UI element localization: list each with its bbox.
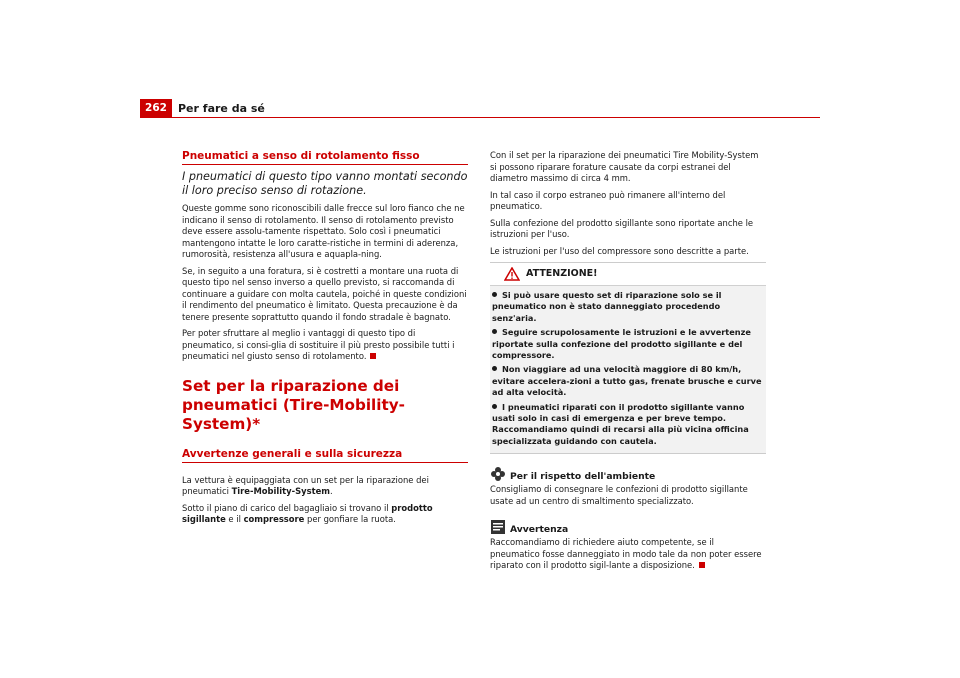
section-subtitle: I pneumatici di questo tipo vanno montati secondo il loro preciso senso di rotazione.: [182, 170, 468, 197]
text: .: [329, 486, 333, 496]
running-header-title: Per fare da sé: [178, 102, 265, 115]
warning-header: [490, 263, 766, 286]
paragraph: Queste gomme sono riconoscibili dalle frecce sul loro fianco che ne indicano il senso di rotolamento. Il senso di rotolamento previsto deve essere assolu-tamente rispettato. Solo così i pneumatici mantengono intatte le loro caratte-ristiche in termini di aderenza, rumorosità, resistenza all'usura e aquapla-ning.: [182, 203, 465, 259]
environment-title: Per il rispetto dell'ambiente: [510, 471, 656, 483]
warning-item-text: Seguire scrupolosamente le istruzioni e le avvertenze riportate sulla confezione del prodotto sigillante e del compressore.: [492, 327, 751, 361]
warning-item-text: I pneumatici riparati con il prodotto sigillante vanno usati solo in casi di emergenza e per breve tempo. Raccomandiamo quindi di recarsi alla più vicina officina specializzata guidando con cautela.: [492, 401, 749, 446]
section-heading-directional-tyres: Pneumatici a senso di rotolamento fisso: [182, 150, 468, 165]
paragraph: [182, 475, 468, 498]
warning-body: [490, 286, 766, 453]
paragraph: In tal caso il corpo estraneo può rimanere all'interno del pneumatico.: [490, 189, 726, 211]
header-divider: [140, 117, 820, 118]
text: e il: [225, 514, 244, 524]
bullet-icon: [492, 366, 497, 371]
keyword: Tire-Mobility-System: [231, 486, 330, 496]
note-title: Avvertenza: [510, 524, 569, 536]
paragraph: Le istruzioni per l'uso del compressore sono descritte a parte.: [490, 245, 749, 256]
paragraph: Se, in seguito a una foratura, si è costretti a montare una ruota di questo tipo nel senso inverso a quello previsto, si raccomanda di continuare a guidare con molta cautela, poiché in queste condizioni il rendimento del pneumatico è limitato. Questa precauzione è da tenere presente soprattutto quando il fondo stradale è bagnato.: [182, 265, 467, 322]
warning-box: [490, 262, 766, 454]
warning-triangle-icon: [504, 267, 520, 281]
warning-item-text: Si può usare questo set di riparazione solo se il pneumatico non è stato danneggiato procedendo senz'aria.: [492, 290, 722, 323]
environment-header: [490, 466, 766, 482]
paragraph: Sulla confezione del prodotto sigillante sono riportate anche le istruzioni per l'uso.: [490, 217, 754, 239]
bullet-icon: [492, 404, 497, 409]
text: per gonfiare la ruota.: [304, 514, 396, 524]
section-heading-safety: Avvertenze generali e sulla sicurezza: [182, 448, 468, 463]
warning-item: [492, 290, 764, 324]
keyword: compressore: [243, 514, 305, 524]
warning-item: [492, 327, 764, 361]
right-column: [490, 150, 766, 572]
left-column: [182, 150, 468, 531]
warning-title: ATTENZIONE!: [526, 268, 598, 279]
text: Sotto il piano di carico del bagagliaio si trovano il: [182, 502, 392, 513]
section-end-marker: [370, 353, 376, 359]
warning-item-text: Non viaggiare ad una velocità maggiore di 80 km/h, evitare accelera-zioni a tutto gas, frenate brusche e curve ad alta velocità.: [492, 364, 762, 398]
note-text: Raccomandiamo di richiedere aiuto competente, se il pneumatico fosse danneggiato in modo tale da non poter essere riparato con il prodotto sigil-lante a disposizione.: [490, 537, 762, 571]
note-page-icon: [490, 519, 506, 535]
paragraph: Con il set per la riparazione dei pneumatici Tire Mobility-System si possono riparare forature causate da corpi estranei del diametro massimo di circa 4 mm.: [490, 150, 759, 183]
bullet-icon: [492, 292, 497, 297]
paragraph-text: Per poter sfruttare al meglio i vantaggi di questo tipo di pneumatico, si consi-glia di sostituire il più presto possibile tutti i pneumatici nel giusto senso di rotolamento.: [182, 328, 455, 361]
paragraph: [182, 503, 468, 526]
warning-item: [492, 364, 764, 398]
bullet-icon: [492, 329, 497, 334]
keyword: prodotto sigillante: [182, 502, 433, 524]
note-paragraph: [490, 537, 766, 572]
section-end-marker: [699, 562, 705, 568]
environment-text: Consigliamo di consegnare le confezioni di prodotto sigillante usate ad un centro di smaltimento specializzato.: [490, 484, 748, 506]
chapter-title: Set per la riparazione dei pneumatici (Tire-Mobility-System)*: [182, 376, 405, 433]
note-header: [490, 519, 766, 535]
page-number-badge: 262: [140, 99, 172, 117]
flower-environment-icon: [490, 466, 506, 482]
text: La vettura è equipaggiata con un set per la riparazione dei pneumatici: [182, 474, 429, 496]
warning-item: [492, 402, 764, 448]
paragraph: [182, 328, 468, 363]
